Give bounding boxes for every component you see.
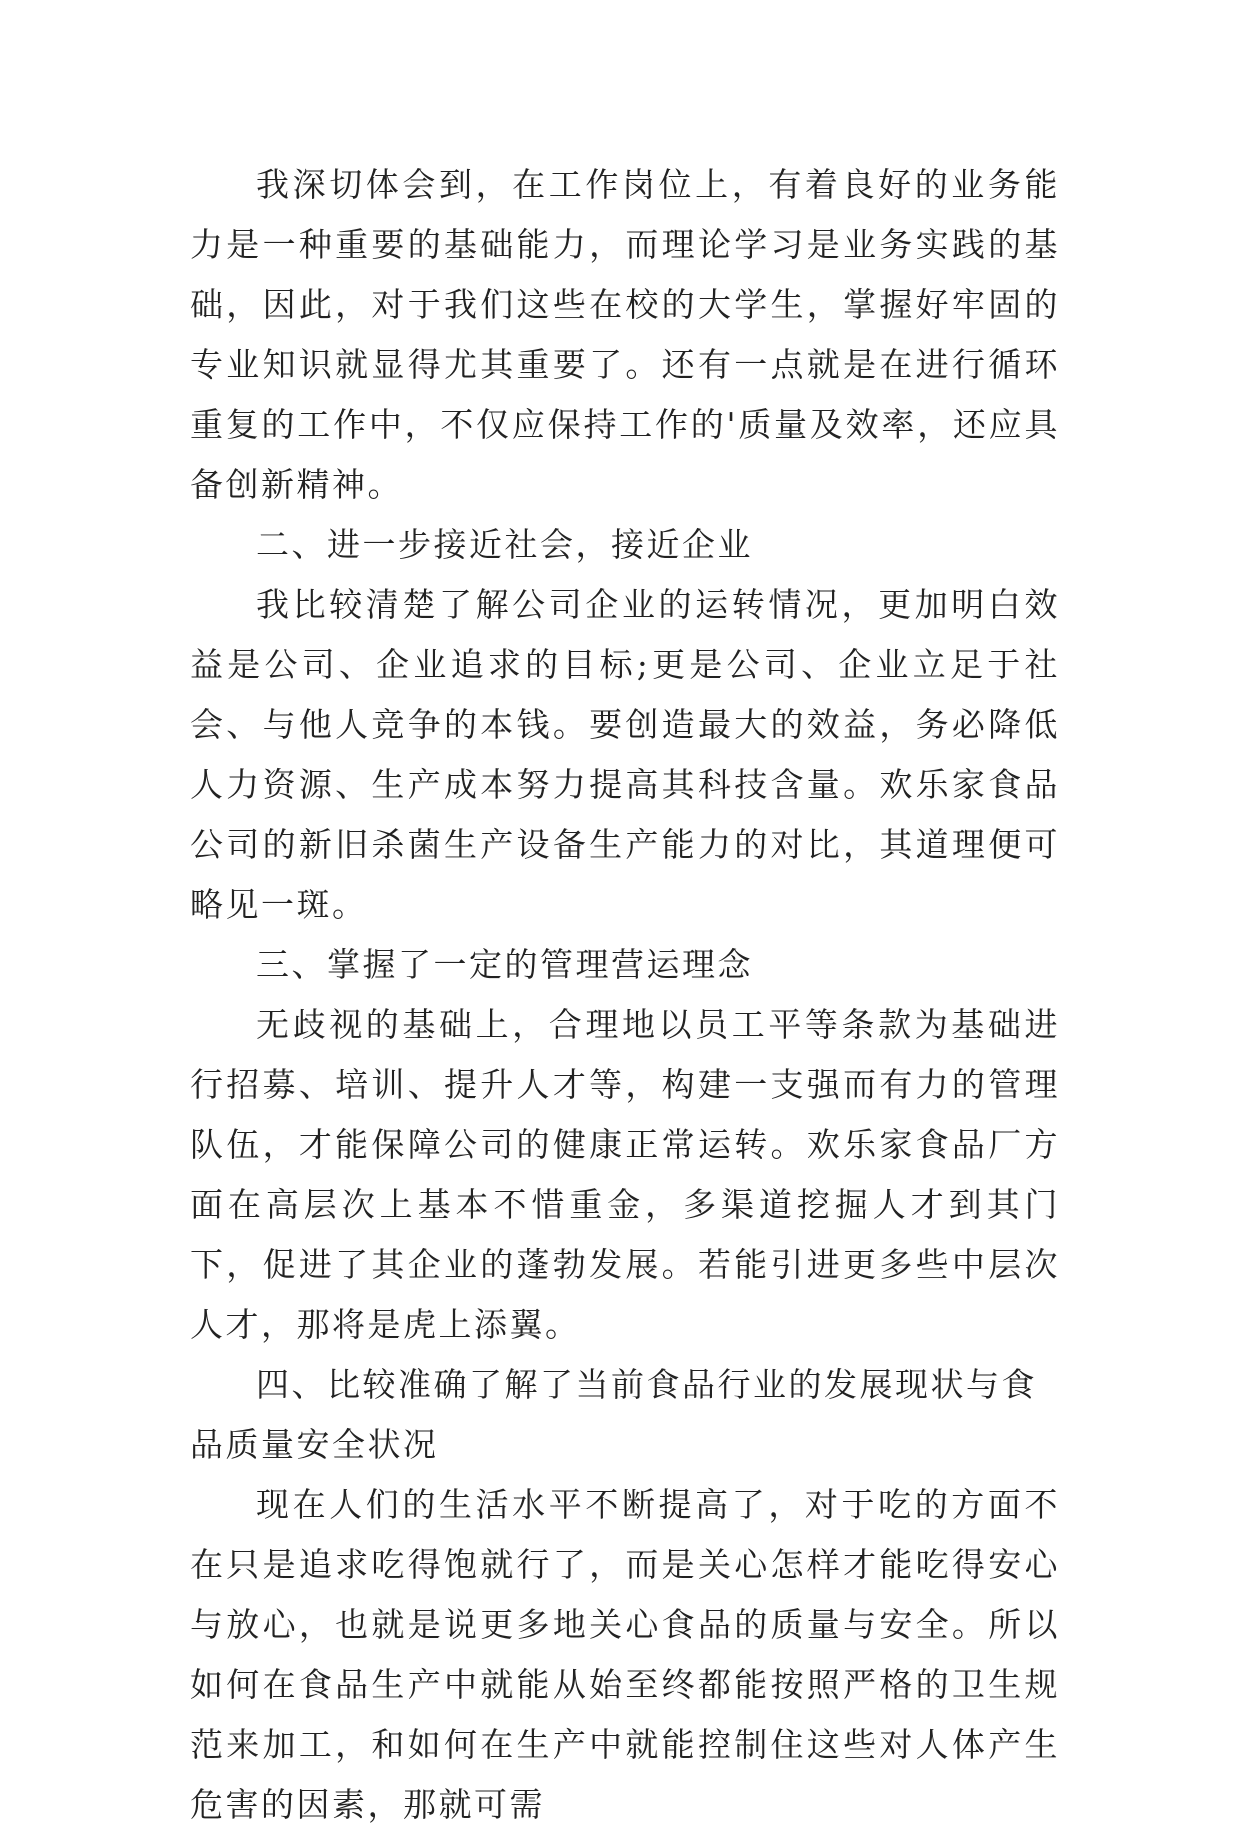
section-heading-2: 二、进一步接近社会，接近企业 bbox=[256, 525, 753, 564]
paragraph-management: 无歧视的基础上，合理地以员工平等条款为基础进行招募、培训、提升人才等，构建一支强而有力的管理队伍，才能保障公司的健康正常运转。欢乐家食品厂方面在高层次上基本不惜重金，多渠道挖掘人才到其门下，促进了其企业的蓬勃发展。若能引进更多些中层次人才，那将是虎上添翼。 bbox=[190, 1005, 1060, 1344]
paragraph-company-operations: 我比较清楚了解公司企业的运转情况，更加明白效益是公司、企业追求的目标;更是公司、企业立足于社会、与他人竞争的本钱。要创造最大的效益，务必降低人力资源、生产成本努力提高其科技含量。欢乐家食品公司的新旧杀菌生产设备生产能力的对比，其道理便可略见一斑。 bbox=[190, 585, 1060, 924]
paragraph-work-experience: 我深切体会到，在工作岗位上，有着良好的业务能力是一种重要的基础能力，而理论学习是业务实践的基础，因此，对于我们这些在校的大学生，掌握好牢固的专业知识就显得尤其重要了。还有一点就是在进行循环重复的工作中，不仅应保持工作的'质量及效率，还应具备创新精神。 bbox=[190, 165, 1060, 504]
section-heading-3: 三、掌握了一定的管理营运理念 bbox=[256, 945, 753, 984]
document-body bbox=[190, 155, 1060, 1835]
paragraph-food-safety: 现在人们的生活水平不断提高了，对于吃的方面不在只是追求吃得饱就行了，而是关心怎样才能吃得安心与放心，也就是说更多地关心食品的质量与安全。所以如何在食品生产中就能从始至终都能按照严格的卫生规范来加工，和如何在生产中就能控制住这些对人体产生危害的因素，那就可需 bbox=[190, 1485, 1060, 1824]
section-heading-4: 四、比较准确了解了当前食品行业的发展现状与食品质量安全状况 bbox=[190, 1365, 1037, 1464]
